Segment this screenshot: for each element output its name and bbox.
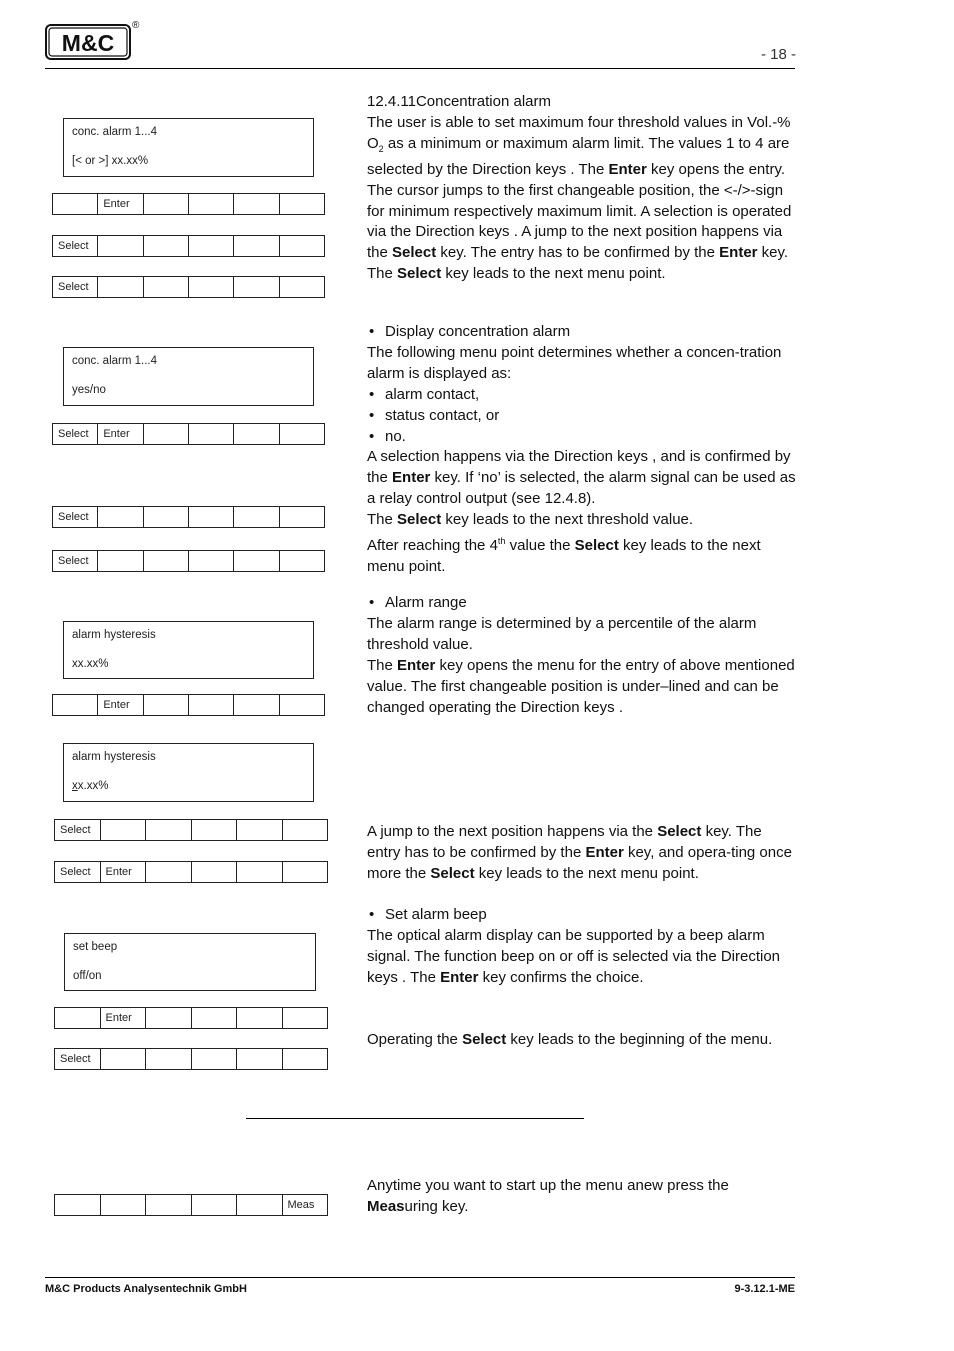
select-key[interactable]: Select xyxy=(53,551,98,571)
key-row xyxy=(52,235,325,257)
section-alarm-range xyxy=(367,593,797,718)
section-concentration-alarm xyxy=(367,92,797,285)
enter-key[interactable]: Enter xyxy=(101,862,147,882)
select-key[interactable]: Select xyxy=(53,424,98,444)
paragraph: The alarm range is determined by a percentile of the alarm threshold value. xyxy=(367,614,757,653)
enter-key[interactable]: Enter xyxy=(98,194,143,214)
paragraph: The optical alarm display can be supported by a beep alarm signal. The function beep on or off is selected via the Direction keys . The Enter key confirms the choice. xyxy=(367,926,781,986)
meas-key[interactable]: Meas xyxy=(287,1199,315,1211)
display-set-beep xyxy=(64,933,316,991)
section-heading: 12.4.11Concentration alarm xyxy=(367,93,552,110)
list-item: • no. xyxy=(367,427,797,448)
key-row xyxy=(54,1194,328,1216)
select-key[interactable]: Select xyxy=(55,862,101,882)
bullet-title: • Set alarm beep xyxy=(367,905,797,926)
key-row xyxy=(54,861,328,883)
paragraph: The following menu point determines whether a concen-tration alarm is displayed as: xyxy=(367,343,782,382)
page-number: - 18 - xyxy=(760,46,796,63)
display-conc-alarm-threshold xyxy=(63,118,314,177)
section-meas xyxy=(367,1176,797,1218)
bullet-title: • Alarm range xyxy=(367,593,797,614)
key-row xyxy=(52,193,325,215)
display-alarm-hysteresis-edit xyxy=(63,743,314,802)
paragraph: Anytime you want to start up the menu anew press the Measuring key. xyxy=(367,1177,729,1215)
select-key[interactable]: Select xyxy=(53,277,98,297)
select-key[interactable]: Select xyxy=(53,236,98,256)
section-divider xyxy=(246,1118,584,1119)
display-line-1: alarm hysteresis xyxy=(72,629,156,641)
key-row xyxy=(52,506,325,528)
paragraph: A selection happens via the Direction keys , and is confirmed by the Enter key. If ‘no’ is selected, the alarm signal can be used as a relay control output (see 12.4.8). xyxy=(367,448,796,508)
display-line-2: xx.xx% xyxy=(72,658,109,670)
key-row xyxy=(52,276,325,298)
select-key[interactable]: Select xyxy=(55,820,101,840)
list-item: • alarm contact, xyxy=(367,385,797,406)
bullet-title: • Display concentration alarm xyxy=(367,322,797,343)
paragraph: The user is able to set maximum four threshold values in Vol.-% $O_2$ as a minimum or maximum alarm limit. The values 1 to 4 are selected by the Direction keys . The Enter key opens the entry. The cursor jumps to the first changeable position, the <-/>-sign for minimum respectively maximum limit. A selection is operated via the Direction keys . A jump to the next position happens via the Select key. The entry has to be confirmed by the Enter key. xyxy=(367,113,792,262)
footer-company: M&C Products Analysentechnik GmbH xyxy=(45,1283,247,1295)
key-row xyxy=(54,1048,328,1070)
enter-key[interactable]: Enter xyxy=(98,695,143,715)
key-row xyxy=(52,423,325,445)
display-line-1: set beep xyxy=(73,941,118,953)
paragraph: The Select key leads to the next threshold value. xyxy=(367,511,694,529)
display-line-2: xx.xx% xyxy=(72,780,109,792)
paragraph: The Select key leads to the next menu point. xyxy=(367,265,666,283)
registered-mark: ® xyxy=(132,20,140,31)
select-key[interactable]: Select xyxy=(53,507,98,527)
key-row xyxy=(52,694,325,716)
enter-key[interactable]: Enter xyxy=(101,1008,147,1028)
svg-text:M&C: M&C xyxy=(61,30,115,56)
display-line-2: [< or >] xx.xx% xyxy=(72,155,149,167)
section-set-alarm-beep xyxy=(367,905,797,989)
section-alarm-range-cont xyxy=(367,822,797,885)
list-item: • status contact, or xyxy=(367,406,797,427)
paragraph: A jump to the next position happens via the Select key. The entry has to be confirmed by the Enter key, and opera-ting once more the Select key leads to the next menu point. xyxy=(367,823,792,882)
key-row xyxy=(54,1007,328,1029)
key-row xyxy=(52,550,325,572)
display-line-1: conc. alarm 1...4 xyxy=(72,126,158,138)
display-conc-alarm-yesno xyxy=(63,347,314,406)
footer-rule xyxy=(45,1277,795,1278)
display-line-1: alarm hysteresis xyxy=(72,751,156,763)
footer-doc-code: 9-3.12.1-ME xyxy=(734,1283,795,1295)
header-rule xyxy=(45,68,795,69)
key-row xyxy=(54,819,328,841)
paragraph: The Enter key opens the menu for the entry of above mentioned value. The first changeable position is under–lined and can be changed operating the Direction keys . xyxy=(367,656,795,716)
section-beep-end xyxy=(367,1030,797,1051)
paragraph: After reaching the 4th value the Select key leads to the next menu point. xyxy=(367,536,761,575)
select-key[interactable]: Select xyxy=(55,1049,101,1069)
display-alarm-hysteresis xyxy=(63,621,314,679)
display-line-2: off/on xyxy=(73,970,102,982)
section-display-conc-alarm xyxy=(367,322,797,578)
cursor-digit: x xyxy=(72,780,78,792)
paragraph: Operating the Select key leads to the beginning of the menu. xyxy=(367,1031,773,1048)
display-line-1: conc. alarm 1...4 xyxy=(72,355,158,367)
display-line-2: yes/no xyxy=(72,384,106,396)
enter-key[interactable]: Enter xyxy=(98,424,143,444)
mc-logo xyxy=(45,24,131,60)
